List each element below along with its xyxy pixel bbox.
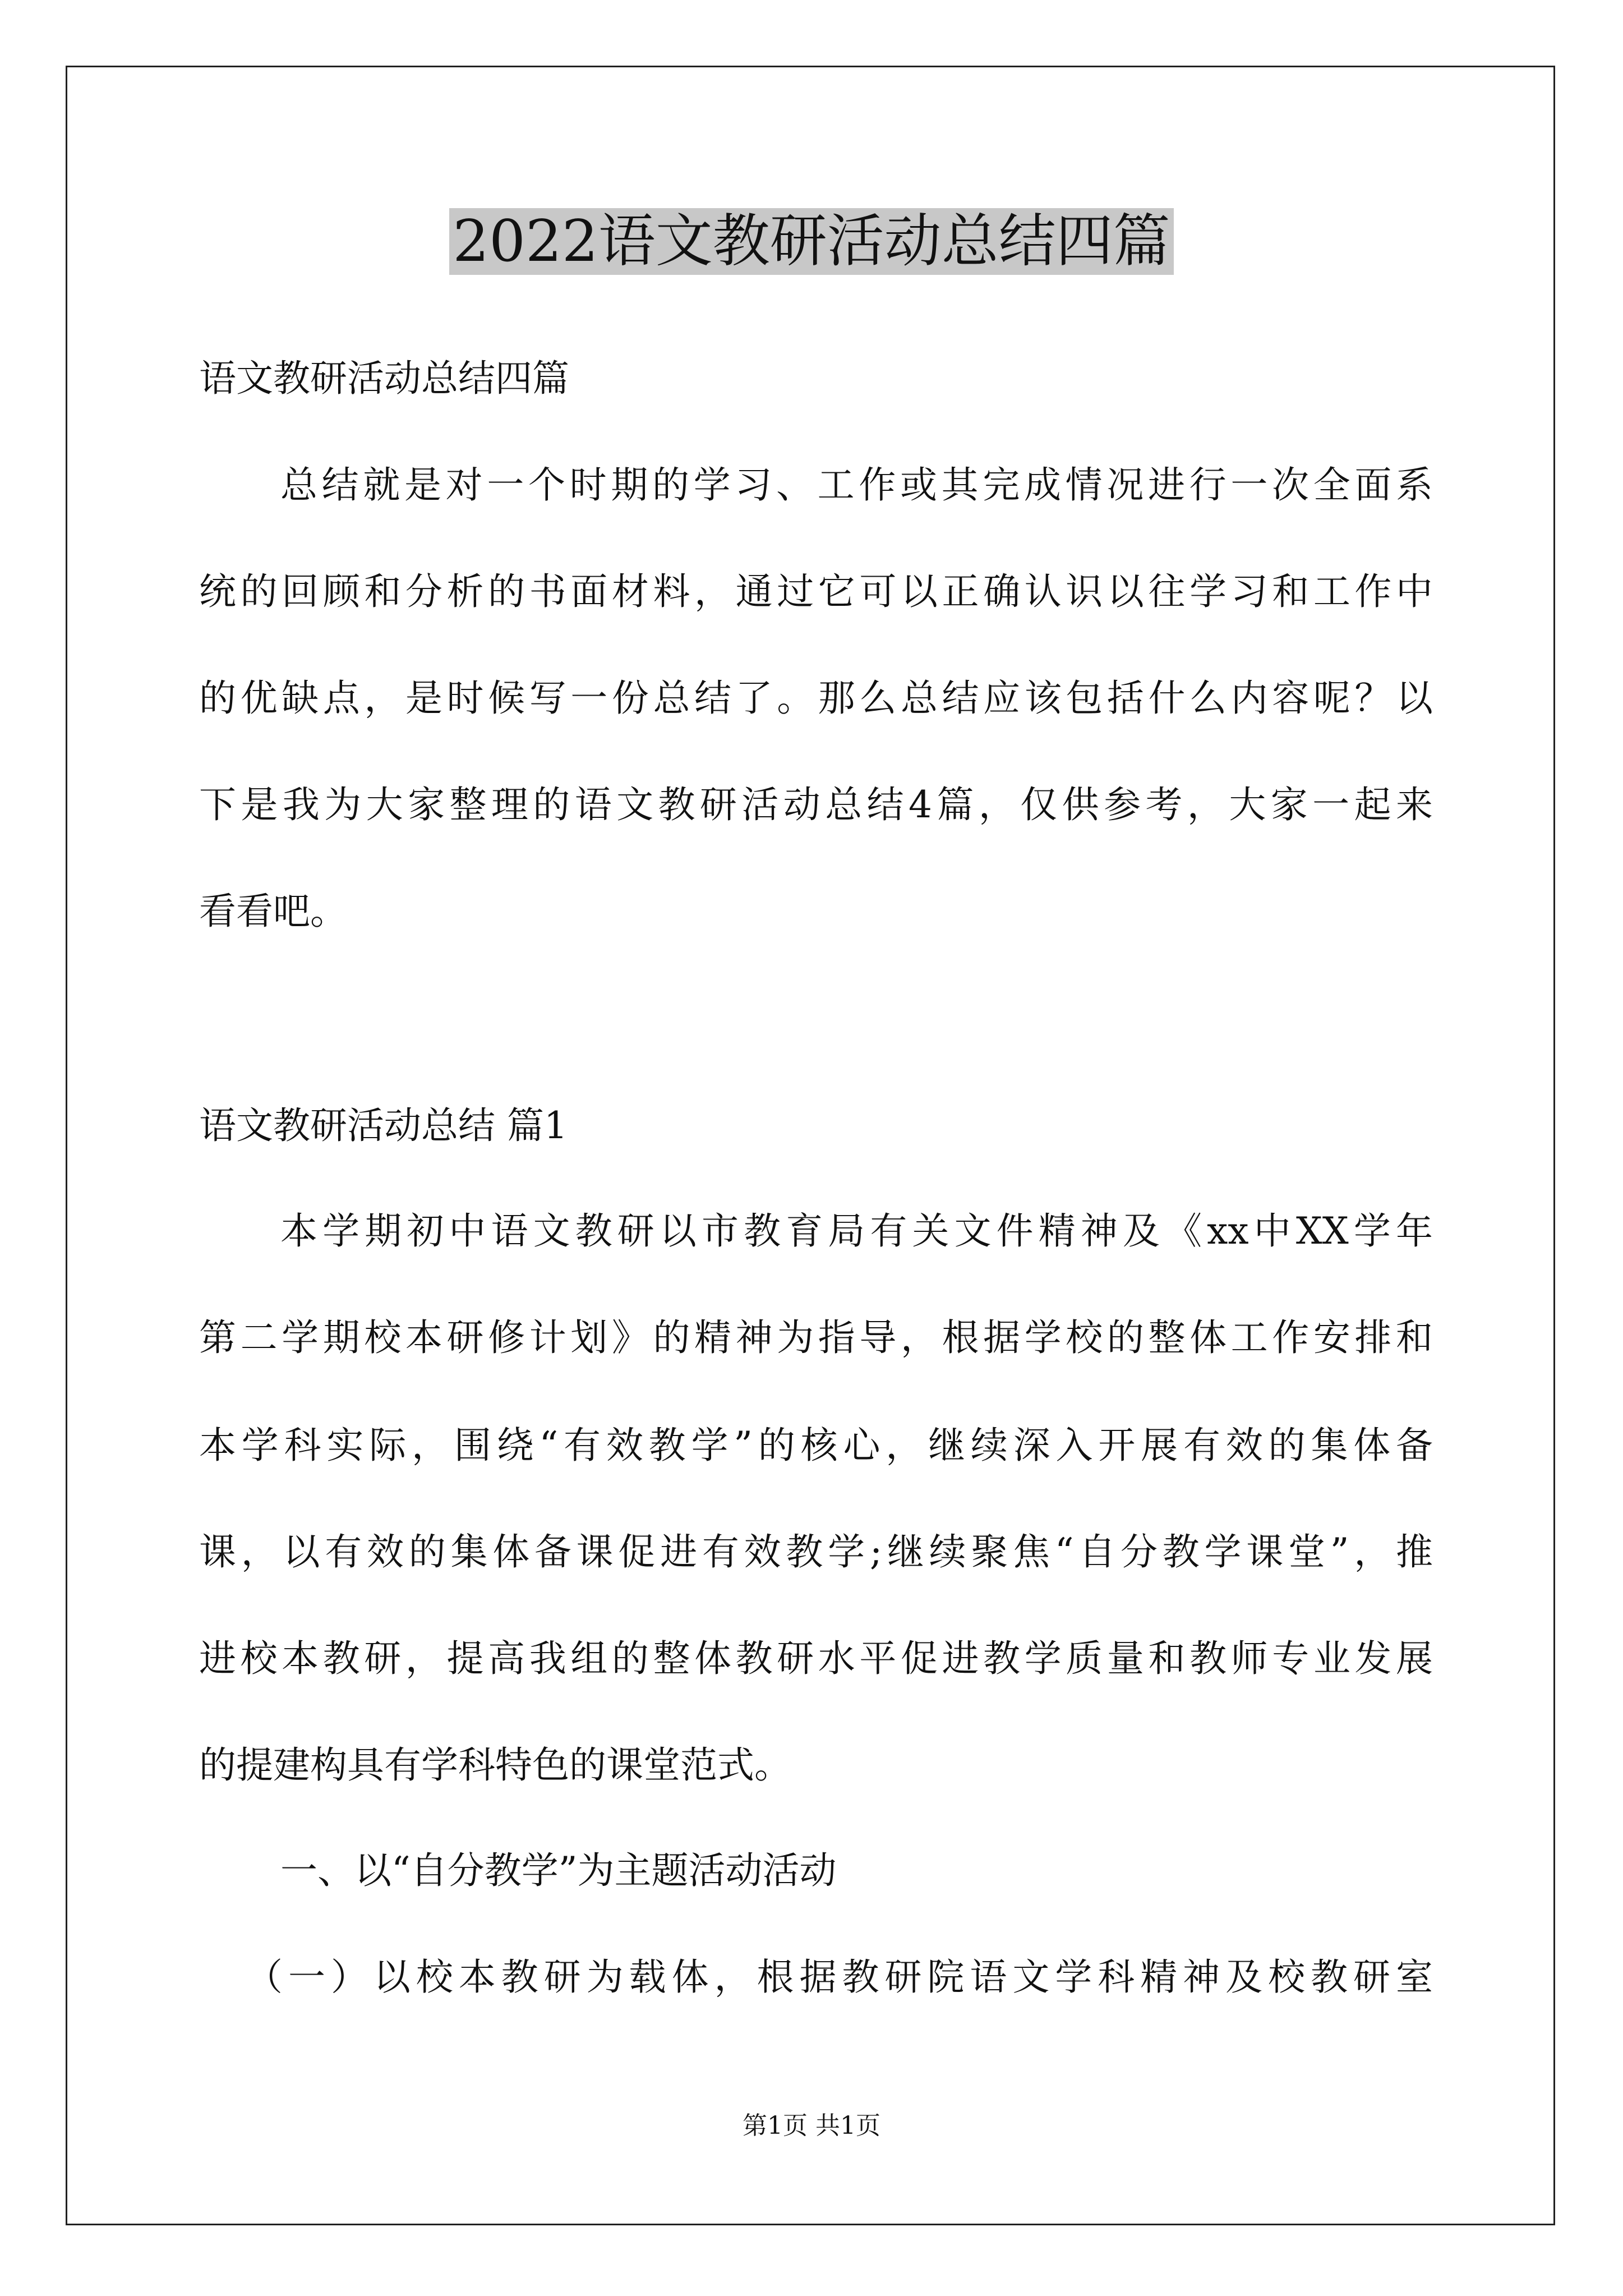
document-title: 2022语文教研活动总结四篇 [0,200,1623,284]
body-line: 第二学期校本研修计划》的精神为指导，根据学校的整体工作安排和 [199,1316,1433,1359]
body-line: 本学科实际，围绕“有效教学”的核心，继续深入开展有效的集体备 [199,1424,1433,1467]
intro-line: 总结就是对一个时期的学习、工作或其完成情况进行一次全面系 [280,463,1433,507]
intro-line: 下是我为大家整理的语文教研活动总结4篇，仅供参考，大家一起来 [199,783,1433,826]
page-number: 第1页 共1页 [743,2111,880,2140]
section-heading: 语文教研活动总结 篇1 [199,1104,568,1147]
intro-line: 的优缺点，是时候写一份总结了。那么总结应该包括什么内容呢？以 [199,677,1433,720]
document-subtitle: 语文教研活动总结四篇 [199,357,569,400]
intro-line: 看看吧。 [199,890,347,933]
body-line: 进校本教研，提高我组的整体教研水平促进教学质量和教师专业发展 [199,1637,1433,1680]
body-line: 本学期初中语文教研以市教育局有关文件精神及《xx中XX学年 [280,1209,1433,1253]
body-line: 的提建构具有学科特色的课堂范式。 [199,1743,791,1787]
sub-item-line: （一）以校本教研为载体，根据教研院语文学科精神及校教研室 [246,1955,1433,1999]
intro-line: 统的回顾和分析的书面材料，通过它可以正确认识以往学习和工作中 [199,570,1433,613]
body-line: 课，以有效的集体备课促进有效教学;继续聚焦“自分教学课堂”，推 [199,1530,1433,1573]
item-heading: 一、以“自分教学”为主题活动活动 [280,1849,837,1892]
